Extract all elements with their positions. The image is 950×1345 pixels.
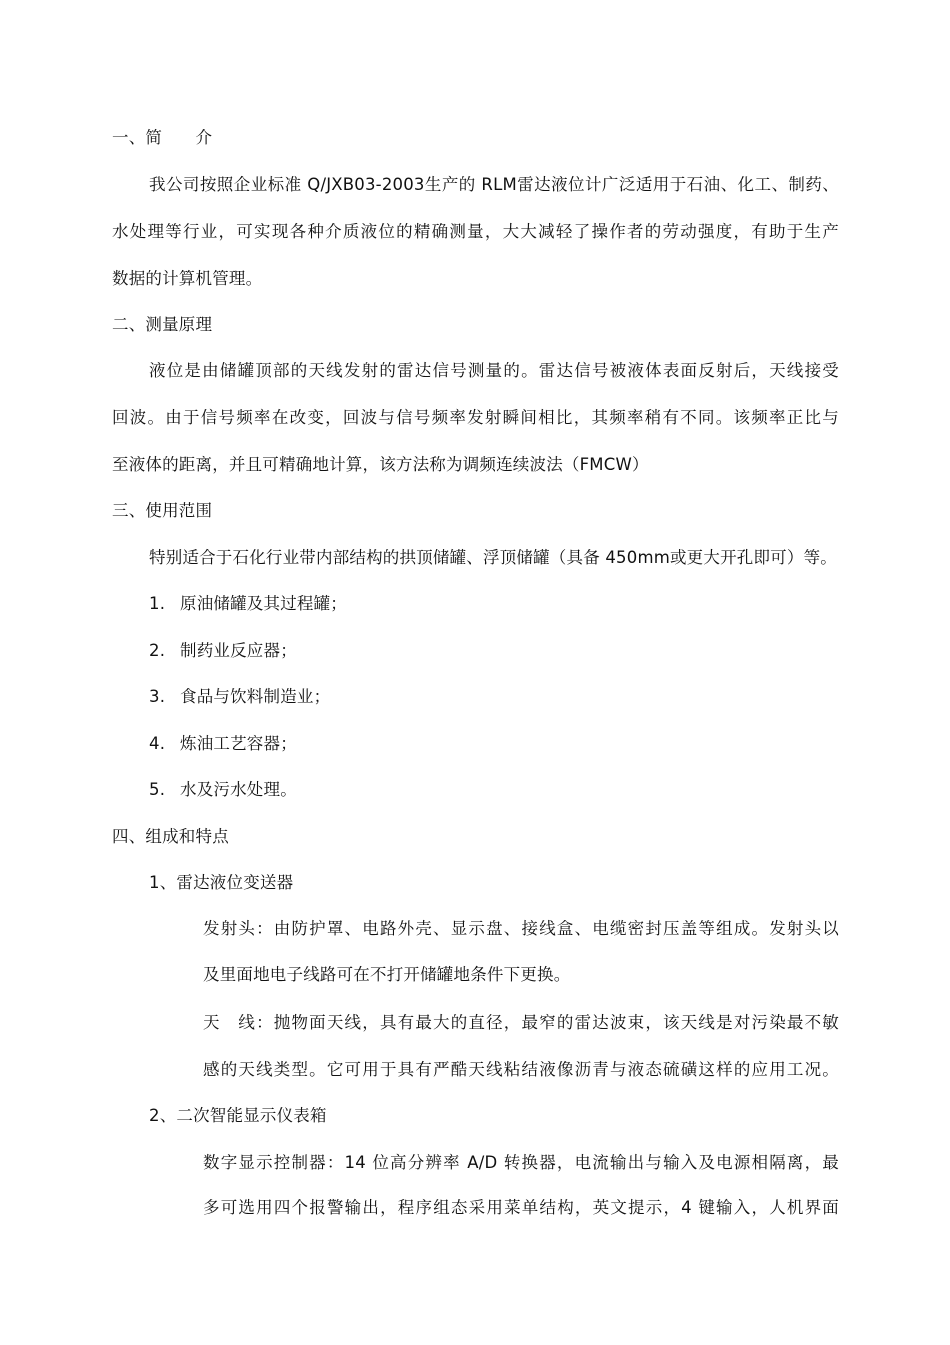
list-item-number: 5.	[149, 780, 166, 799]
list-item	[149, 593, 347, 615]
section2-para-line-3: 至液体的距离，并且可精确地计算，该方法称为调频连续波法（FMCW）	[112, 455, 649, 474]
list-item-text: 炼油工艺容器；	[180, 734, 297, 753]
list-item-text: 制药业反应器；	[180, 641, 297, 660]
list-item	[149, 686, 330, 708]
list-item	[149, 733, 297, 755]
section4-sub2-title: 2、二次智能显示仪表箱	[149, 1106, 327, 1125]
section2-para-line-1: 液位是由储罐顶部的天线发射的雷达信号测量的。雷达信号被液体表面反射后，天线接受	[149, 361, 839, 380]
controller-line-1: 数字显示控制器：14 位高分辨率 A/D 转换器，电流输出与输入及电源相隔离，最	[203, 1153, 839, 1172]
section1-para-line-2: 水处理等行业，可实现各种介质液位的精确测量，大大减轻了操作者的劳动强度，有助于生产	[112, 222, 839, 241]
antenna-line-1: 天 线：抛物面天线，具有最大的直径，最窄的雷达波束，该天线是对污染最不敏	[203, 1013, 839, 1032]
list-item-number: 1.	[149, 594, 166, 613]
section2-para-line-2: 回波。由于信号频率在改变，回波与信号频率发射瞬间相比，其频率稍有不同。该频率正比与	[112, 408, 839, 427]
section3-intro: 特别适合于石化行业带内部结构的拱顶储罐、浮顶储罐（具备 450mm或更大开孔即可）等。	[149, 548, 837, 567]
emitter-line-2: 及里面地电子线路可在不打开储罐地条件下更换。	[203, 965, 571, 984]
list-item-text: 食品与饮料制造业；	[180, 687, 331, 706]
list-item	[149, 779, 297, 801]
list-item	[149, 640, 297, 662]
list-item-text: 原油储罐及其过程罐；	[180, 594, 347, 613]
section4-heading: 四、组成和特点	[112, 827, 229, 846]
section1-heading: 一、简 介	[112, 128, 213, 147]
section4-sub1-title: 1、雷达液位变送器	[149, 873, 294, 892]
section1-para-line-3: 数据的计算机管理。	[112, 269, 263, 288]
list-item-text: 水及污水处理。	[180, 780, 297, 799]
list-item-number: 3.	[149, 687, 166, 706]
section2-heading: 二、测量原理	[112, 315, 213, 334]
section1-para-line-1: 我公司按照企业标准 Q/JXB03-2003生产的 RLM雷达液位计广泛适用于石油、化工、制药、	[149, 175, 839, 194]
antenna-line-2: 感的天线类型。它可用于具有严酷天线粘结液像沥青与液态硫磺这样的应用工况。	[203, 1060, 839, 1079]
emitter-line-1: 发射头：由防护罩、电路外壳、显示盘、接线盒、电缆密封压盖等组成。发射头以	[203, 919, 839, 938]
section3-heading: 三、使用范围	[112, 501, 213, 520]
controller-line-2: 多可选用四个报警输出，程序组态采用菜单结构，英文提示，4 键输入，人机界面	[203, 1198, 839, 1217]
list-item-number: 4.	[149, 734, 166, 753]
list-item-number: 2.	[149, 641, 166, 660]
